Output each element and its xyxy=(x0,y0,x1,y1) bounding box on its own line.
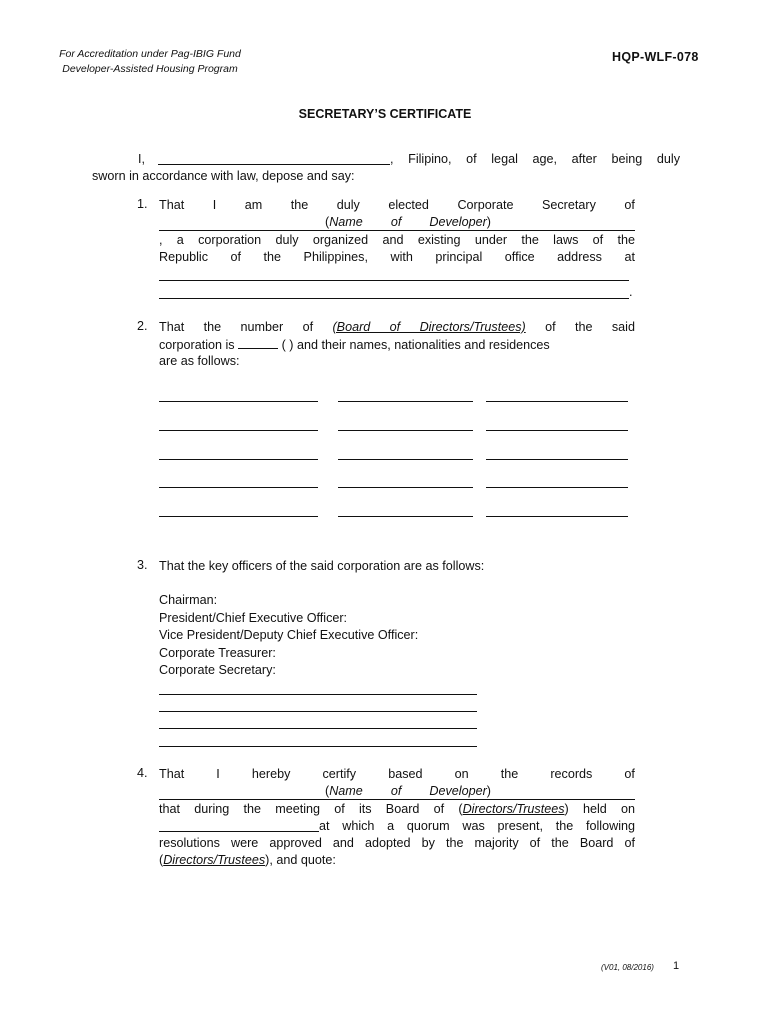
item4-developer-blank[interactable] xyxy=(159,783,635,800)
address-blank-1[interactable] xyxy=(159,280,629,281)
program-note xyxy=(44,47,256,77)
board-label: (Board of Directors/Trustees) xyxy=(332,320,526,334)
member-name-blank[interactable] xyxy=(159,401,318,402)
officer-label: Corporate Secretary: xyxy=(159,663,276,677)
item2-line1 xyxy=(159,319,635,336)
item1-period: . xyxy=(629,285,633,299)
item4-line5: resolutions were approved and adopted by the majority of the Board of xyxy=(159,836,635,850)
member-name-blank[interactable] xyxy=(159,430,318,431)
item2-line2 xyxy=(159,336,635,354)
item1-developer-blank[interactable] xyxy=(159,214,635,231)
intro-line2: sworn in accordance with law, depose and say: xyxy=(92,169,355,183)
item4-word: based xyxy=(388,767,423,781)
item4-line1 xyxy=(159,766,635,783)
item4-text: that during the meeting of its Board of ( xyxy=(159,802,463,816)
item1-word: Corporate xyxy=(457,198,514,212)
form-number: HQP-WLF-078 xyxy=(612,50,699,64)
officer-blank[interactable] xyxy=(159,711,477,712)
intro-middle xyxy=(390,151,680,169)
officer-label: Corporate Treasurer: xyxy=(159,645,276,660)
label-word: Name xyxy=(329,784,363,798)
board-type-label: Directors/Trustees xyxy=(462,802,565,816)
item3-text: That the key officers of the said corporation are as follows: xyxy=(159,559,485,573)
document-title: SECRETARY’S CERTIFICATE xyxy=(298,107,472,121)
member-name-blank[interactable] xyxy=(159,487,318,488)
item4-word: of xyxy=(624,767,635,781)
item4-word: on xyxy=(454,767,469,781)
item1-line3: , a corporation duly organized and existing under the laws of the xyxy=(159,233,635,247)
item4-developer-label xyxy=(325,783,491,800)
item4-line4 xyxy=(159,818,635,835)
label-word: Developer xyxy=(429,784,487,798)
label-word: of xyxy=(390,784,402,798)
paren: ) xyxy=(486,215,491,229)
item1-line1 xyxy=(159,197,635,214)
item4-word: records xyxy=(550,767,593,781)
officer-label: Chairman: xyxy=(159,593,218,607)
member-name-blank[interactable] xyxy=(159,516,318,517)
program-note-line1: For Accreditation under Pag-IBIG Fund xyxy=(59,48,241,60)
item2-text: of the said xyxy=(525,320,635,334)
item1-word: I xyxy=(212,198,217,212)
member-residence-blank[interactable] xyxy=(486,487,628,488)
version-note: (V01, 08/2016) xyxy=(601,963,654,972)
intro-prefix: I, xyxy=(138,152,145,166)
item4-text: at which a quorum was present, the following xyxy=(319,819,635,833)
member-nationality-blank[interactable] xyxy=(338,401,473,402)
item2-line3: are as follows: xyxy=(159,354,240,368)
item1-line4: Republic of the Philippines, with principal office address at xyxy=(159,250,635,264)
officer-blank[interactable] xyxy=(159,694,477,695)
member-residence-blank[interactable] xyxy=(486,459,628,460)
member-name-blank[interactable] xyxy=(159,459,318,460)
item4-number: 4. xyxy=(137,766,148,780)
label-word: Developer xyxy=(429,215,487,229)
member-nationality-blank[interactable] xyxy=(338,430,473,431)
item2-text: ( ) and their names, nationalities and residences xyxy=(278,338,550,352)
meeting-date-blank[interactable] xyxy=(159,819,319,832)
item1-word: Secretary xyxy=(541,198,596,212)
paren: ) xyxy=(486,784,491,798)
paren: ( xyxy=(325,784,330,798)
paren: ( xyxy=(325,215,330,229)
item1-number: 1. xyxy=(137,197,148,211)
officer-label: President/Chief Executive Officer: xyxy=(159,610,348,625)
item2-text: corporation is xyxy=(159,338,239,352)
label-word: of xyxy=(390,215,402,229)
item4-word: hereby xyxy=(251,767,291,781)
item4-line6 xyxy=(159,852,635,869)
item1-word: of xyxy=(624,198,635,212)
item3-number: 3. xyxy=(137,558,148,572)
item1-word: elected xyxy=(388,198,429,212)
member-residence-blank[interactable] xyxy=(486,401,628,402)
item4-text: ( xyxy=(159,853,164,867)
officers-list xyxy=(159,592,418,680)
officer-label: Vice President/Deputy Chief Executive Officer: xyxy=(159,628,419,642)
member-residence-blank[interactable] xyxy=(486,516,628,517)
item4-word: I xyxy=(216,767,220,781)
item4-word: certify xyxy=(322,767,357,781)
member-nationality-blank[interactable] xyxy=(338,459,473,460)
item4-text: ) held on xyxy=(564,802,635,816)
member-nationality-blank[interactable] xyxy=(338,487,473,488)
affiant-name-blank[interactable] xyxy=(158,164,390,165)
item4-text: ), and quote: xyxy=(265,853,336,867)
item1-word: That xyxy=(159,198,185,212)
member-nationality-blank[interactable] xyxy=(338,516,473,517)
item4-word: the xyxy=(500,767,519,781)
board-count-blank[interactable] xyxy=(238,336,278,349)
item4-word: That xyxy=(159,767,185,781)
address-blank-2[interactable] xyxy=(159,298,629,299)
item1-word: duly xyxy=(336,198,360,212)
item1-developer-label xyxy=(325,214,491,231)
officer-blank[interactable] xyxy=(159,728,477,729)
officer-blank[interactable] xyxy=(159,746,477,747)
item1-word: the xyxy=(290,198,309,212)
item2-number: 2. xyxy=(137,319,148,333)
board-type-label: Directors/Trustees xyxy=(163,853,266,867)
page-number: 1 xyxy=(673,960,680,972)
label-word: Name xyxy=(329,215,363,229)
item1-word: am xyxy=(244,198,263,212)
member-residence-blank[interactable] xyxy=(486,430,628,431)
program-note-line2: Developer-Assisted Housing Program xyxy=(62,63,238,75)
item4-line3 xyxy=(159,801,635,818)
item2-text: That the number of xyxy=(159,320,333,334)
intro-middle-text: , Filipino, of legal age, after being duly xyxy=(390,152,680,166)
